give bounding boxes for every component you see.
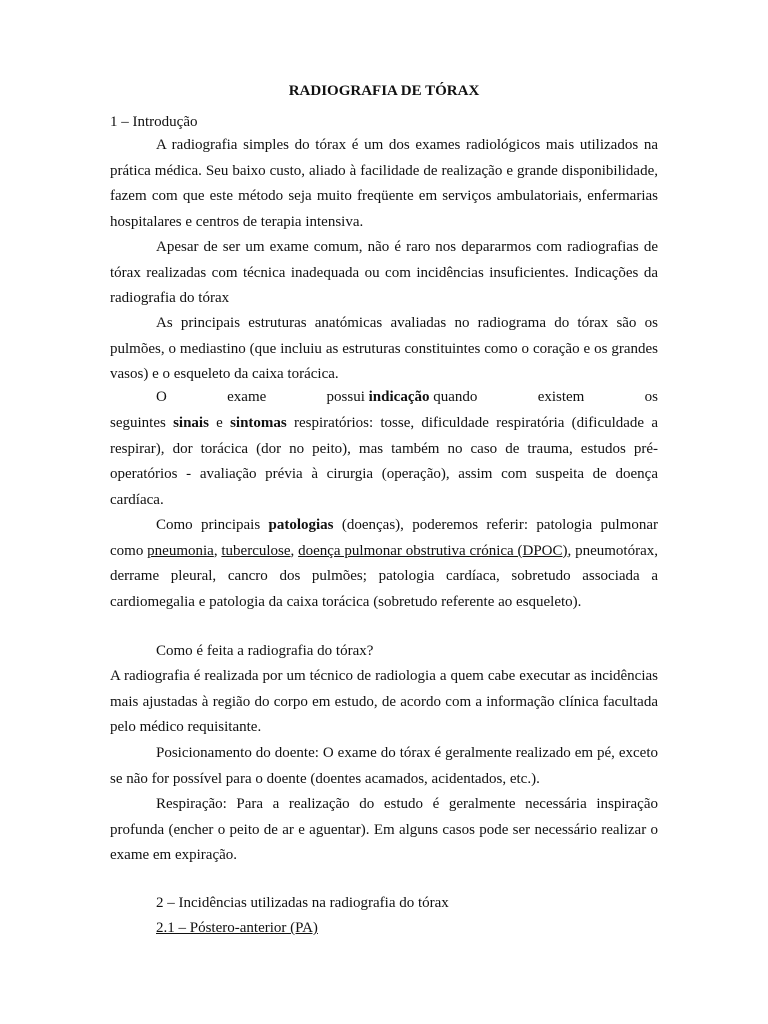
p4-word: exame	[227, 389, 267, 405]
sinais-term: sinais	[173, 415, 209, 431]
dpoc-link[interactable]: doença pulmonar obstrutiva crónica (DPOC)	[298, 542, 568, 559]
paragraph-5: Como principais patologias (doenças), poderemos referir: patologia pulmonar como pneumonia, tuberculose, doença pulmonar obstrutiva crónica (DPOC), pneumotórax, derrame pleural, cancro dos pulmões; patologia cardíaca, sobretudo associada a cardiomegalia e patologia da caixa torácica (sobretudo referente ao esqueleto).	[110, 517, 658, 610]
section-heading-introducao: 1 – Introdução	[110, 114, 198, 130]
p4-word: O	[156, 389, 167, 405]
pneumonia-link[interactable]: pneumonia	[147, 542, 214, 559]
paragraph-2: Apesar de ser um exame comum, não é raro nos depararmos com radiografias de tórax realizadas com técnica inadequada ou com incidências insuficientes. Indicações da radiografia do tórax	[110, 239, 658, 306]
paragraph-8: Respiração: Para a realização do estudo é geralmente necessária inspiração profunda (encher o peito de ar e aguentar). Em alguns casos pode ser necessário realizar o exame em expiração.	[110, 796, 658, 863]
p4-word: existem	[537, 389, 585, 405]
question-heading: Como é feita a radiografia do tórax?	[156, 643, 374, 659]
patologias-term: patologias	[268, 517, 334, 533]
p4-word: possui indicação quando	[326, 389, 478, 405]
paragraph-4: seguintes sinais e sintomas respiratórios: tosse, dificuldade respiratória (dificuldade a respirar), dor torácica (dor no peito), mas também no caso de trauma, estudos pré-operatórios - avaliação prévia à cirurgia (operação), assim com suspeita de doença cardíaca.	[110, 415, 658, 508]
subsection-heading-pa: 2.1 – Póstero-anterior (PA)	[156, 920, 318, 936]
section-heading-incidencias: 2 – Incidências utilizadas na radiografia do tórax	[156, 895, 449, 911]
paragraph-1: A radiografia simples do tórax é um dos exames radiológicos mais utilizados na prática médica. Seu baixo custo, aliado à facilidade de realização e grande disponibilidade, fazem com que este método seja muito freqüente em serviços ambulatoriais, enfermarias hospitalares e centros de terapia intensiva.	[110, 137, 658, 230]
document-title: RADIOGRAFIA DE TÓRAX	[288, 83, 480, 99]
paragraph-4-first-line	[110, 389, 658, 406]
paragraph-3: As principais estruturas anatómicas avaliadas no radiograma do tórax são os pulmões, o mediastino (que incluiu as estruturas constituintes como o coração e os grandes vasos) e o esqueleto da caixa torácica.	[110, 315, 658, 382]
p4-word: os	[644, 389, 658, 405]
sintomas-term: sintomas	[230, 415, 287, 431]
paragraph-7: Posicionamento do doente: O exame do tórax é geralmente realizado em pé, exceto se não for possível para o doente (doentes acamados, acidentados, etc.).	[110, 745, 658, 787]
tuberculose-link[interactable]: tuberculose	[221, 542, 291, 559]
paragraph-6: A radiografia é realizada por um técnico de radiologia a quem cabe executar as incidências mais ajustadas à região do corpo em estudo, de acordo com a informação clínica facultada pelo médico requisitante.	[110, 668, 658, 735]
